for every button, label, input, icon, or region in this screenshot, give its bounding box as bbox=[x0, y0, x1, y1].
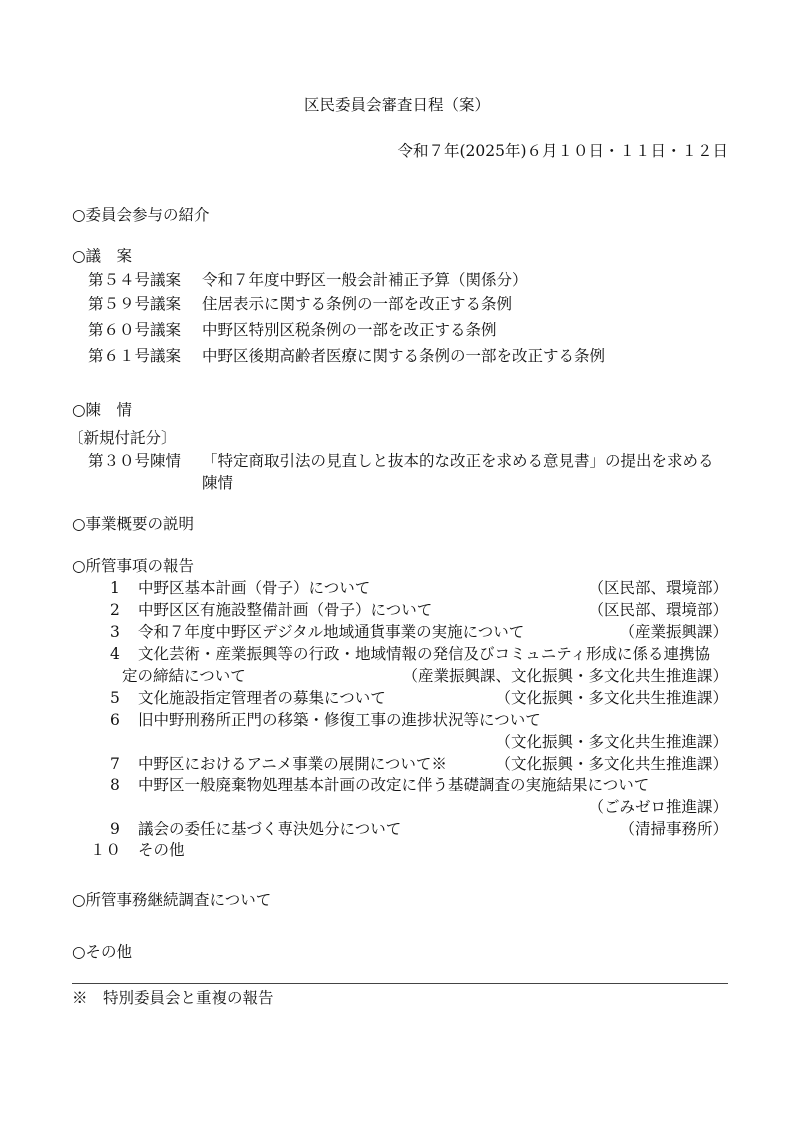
report-number: 9 bbox=[110, 820, 120, 838]
section-intro: ○委員会参与の紹介 bbox=[72, 206, 210, 224]
section-bills-heading: ○議 案 bbox=[72, 247, 133, 265]
bill-number: 第５４号議案 bbox=[88, 271, 182, 289]
report-number: 2 bbox=[110, 601, 120, 619]
report-dept: （文化振興・多文化共生推進課） bbox=[495, 755, 728, 773]
report-title: 議会の委任に基づく専決処分について bbox=[138, 820, 402, 838]
page-title: 区民委員会審査日程（案） bbox=[303, 96, 490, 114]
section-petitions-heading: ○陳 情 bbox=[72, 401, 133, 419]
report-title: 中野区基本計画（骨子）について bbox=[138, 579, 371, 597]
report-number: １０ bbox=[90, 841, 122, 859]
petitions-subheading: 〔新規付託分〕 bbox=[68, 429, 177, 447]
report-number: 5 bbox=[110, 689, 120, 707]
report-dept: （区民部、環境部） bbox=[588, 601, 728, 619]
section-overview: ○事業概要の説明 bbox=[72, 515, 195, 533]
report-number: 4 bbox=[110, 645, 120, 663]
bill-title: 中野区後期高齢者医療に関する条例の一部を改正する条例 bbox=[202, 347, 606, 365]
petition-number: 第３０号陳情 bbox=[88, 452, 182, 470]
report-dept: （文化振興・多文化共生推進課） bbox=[495, 689, 728, 707]
bill-title: 中野区特別区税条例の一部を改正する条例 bbox=[202, 321, 497, 339]
report-dept: （文化振興・多文化共生推進課） bbox=[495, 733, 728, 751]
meeting-date: 令和７年(2025年)６月１０日・１１日・１２日 bbox=[397, 142, 728, 160]
petition-title: 「特定商取引法の見直しと抜本的な改正を求める意見書」の提出を求める bbox=[202, 452, 714, 470]
report-number: 1 bbox=[110, 579, 120, 597]
report-title: 旧中野刑務所正門の移築・修復工事の進捗状況等について bbox=[138, 711, 541, 729]
report-number: 3 bbox=[110, 623, 120, 641]
report-dept: （区民部、環境部） bbox=[588, 579, 728, 597]
report-number: 8 bbox=[110, 776, 120, 794]
report-dept: （産業振興課、文化振興・多文化共生推進課） bbox=[402, 667, 728, 685]
report-dept: （ごみゼロ推進課） bbox=[588, 798, 728, 816]
report-title: 文化芸術・産業振興等の行政・地域情報の発信及びコミュニティ形成に係る連携協 bbox=[138, 645, 710, 663]
report-dept: （産業振興課） bbox=[619, 623, 728, 641]
report-title: 中野区区有施設整備計画（骨子）について bbox=[138, 601, 433, 619]
bill-number: 第６０号議案 bbox=[88, 321, 182, 339]
footnote: ※ 特別委員会と重複の報告 bbox=[72, 989, 274, 1007]
report-title: 文化施設指定管理者の募集について bbox=[138, 689, 386, 707]
report-title: その他 bbox=[138, 841, 185, 859]
bill-number: 第５９号議案 bbox=[88, 295, 182, 313]
report-title: 中野区一般廃棄物処理基本計画の改定に伴う基礎調査の実施結果について bbox=[138, 776, 650, 794]
bill-number: 第６１号議案 bbox=[88, 347, 182, 365]
report-title: 中野区におけるアニメ事業の展開について※ bbox=[138, 755, 447, 773]
section-continuing: ○所管事務継続調査について bbox=[72, 891, 272, 909]
section-other: ○その他 bbox=[72, 943, 133, 961]
footnote-divider bbox=[72, 983, 728, 984]
report-dept: （清掃事務所） bbox=[619, 820, 728, 838]
report-number: 7 bbox=[110, 755, 120, 773]
report-number: 6 bbox=[110, 711, 120, 729]
petition-title-continued: 陳情 bbox=[202, 474, 234, 492]
bill-title: 令和７年度中野区一般会計補正予算（関係分） bbox=[202, 271, 528, 289]
report-title-continued: 定の締結について bbox=[122, 667, 246, 685]
section-reports-heading: ○所管事項の報告 bbox=[72, 557, 195, 575]
report-title: 令和７年度中野区デジタル地域通貨事業の実施について bbox=[138, 623, 525, 641]
bill-title: 住居表示に関する条例の一部を改正する条例 bbox=[202, 295, 513, 313]
